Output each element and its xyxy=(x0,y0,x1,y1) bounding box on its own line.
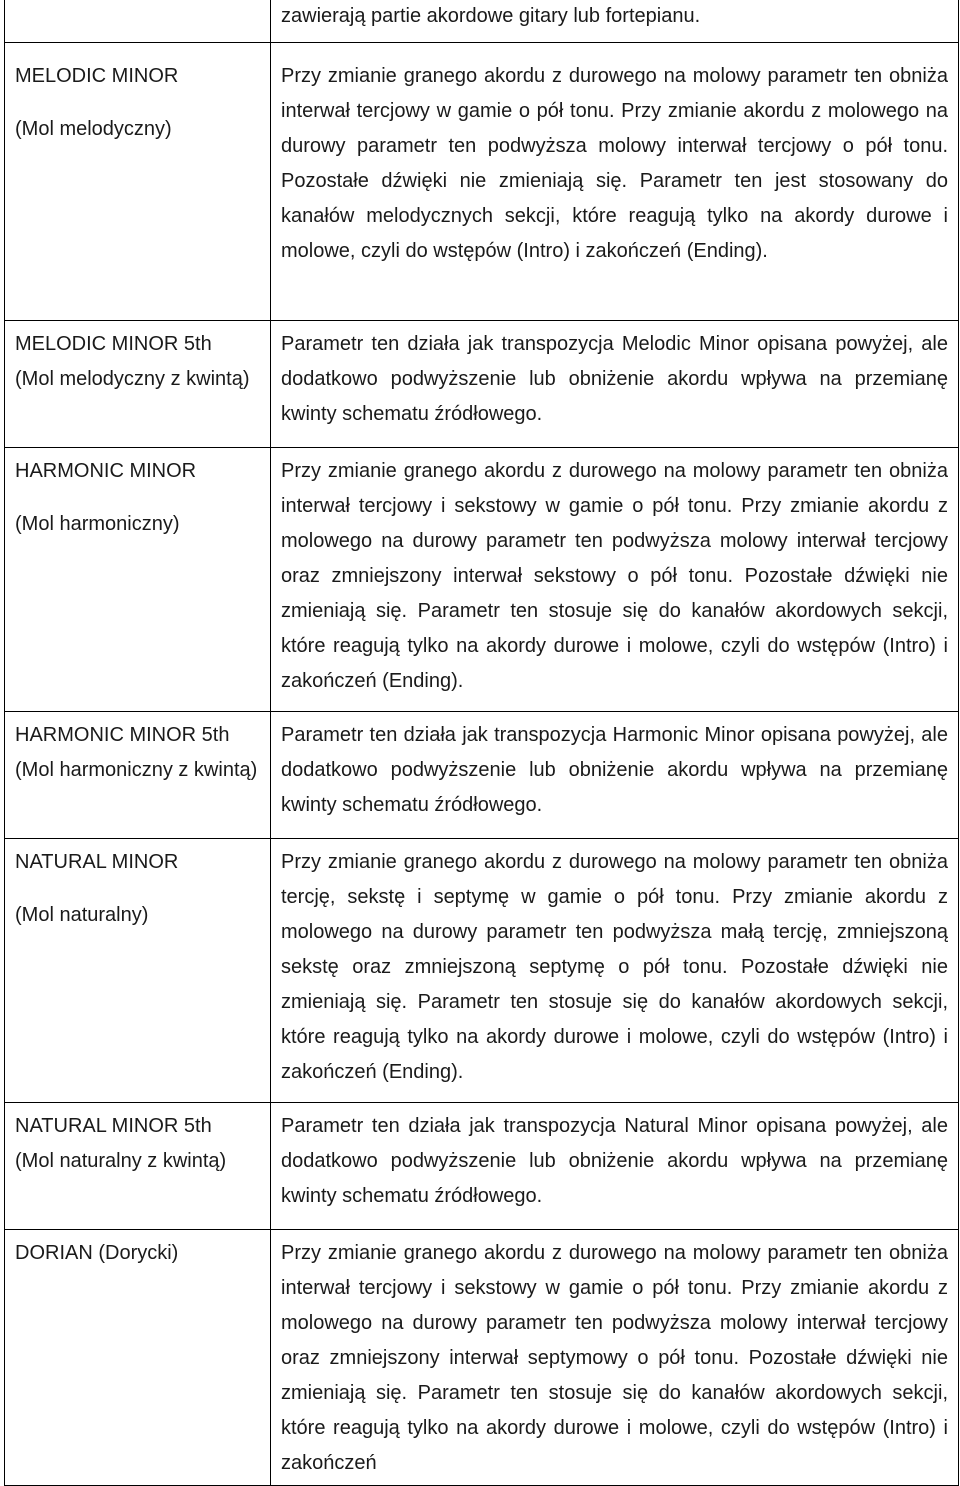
description-cell xyxy=(271,712,959,839)
description-text: Parametr ten działa jak transpozycja Natural Minor opisana powyżej, ale dodatkowo podwyższenie lub obniżenie akordu wpływa na przemianę kwinty schematu źródłowego. xyxy=(281,1115,948,1207)
description-cell xyxy=(271,839,959,1103)
table-row xyxy=(5,712,959,839)
term-name: MELODIC MINOR 5th xyxy=(15,333,212,355)
description-text: Przy zmianie granego akordu z durowego na molowy parametr ten obniża interwał tercjowy i sekstowy w gamie o pół tonu. Przy zmianie akordu z molowego na durowy parametr ten podwyższa molowy interwał tercjowy oraz zmniejszony interwał septymowy o pół tonu. Pozostałe dźwięki nie zmieniają się. Parametr ten stosuje się do kanałów akordowych sekcji, które reagują tylko na akordy durowe i molowe, czyli do wstępów (Intro) i zakończeń xyxy=(281,1242,948,1474)
term-cell xyxy=(5,321,271,448)
description-text: zawierają partie akordowe gitary lub fortepianu. xyxy=(281,5,701,27)
description-text: Parametr ten działa jak transpozycja Melodic Minor opisana powyżej, ale dodatkowo podwyższenie lub obniżenie akordu wpływa na przemianę kwinty schematu źródłowego. xyxy=(281,333,948,425)
description-cell xyxy=(271,1230,959,1486)
table-row xyxy=(5,839,959,1103)
table-row xyxy=(5,0,959,43)
term-cell xyxy=(5,0,271,43)
term-name: NATURAL MINOR 5th xyxy=(15,1115,212,1137)
description-text: Przy zmianie granego akordu z durowego na molowy parametr ten obniża interwał tercjowy w gamie o pół tonu. Przy zmianie akordu z molowego na durowy parametr ten podwyższa molowy interwał tercjowy o pół tonu. Pozostałe dźwięki nie zmieniają się. Parametr ten jest stosowany do kanałów melodycznych sekcji, które reagują tylko na akordy durowe i molowe, czyli do wstępów (Intro) i zakończeń (Ending). xyxy=(281,65,948,262)
term-subtitle: (Mol harmoniczny z kwintą) xyxy=(15,759,258,781)
term-name: DORIAN (Dorycki) xyxy=(15,1242,179,1264)
term-name: HARMONIC MINOR xyxy=(15,460,197,482)
table-row xyxy=(5,1230,959,1486)
term-cell xyxy=(5,43,271,321)
description-cell xyxy=(271,43,959,321)
description-text: Parametr ten działa jak transpozycja Harmonic Minor opisana powyżej, ale dodatkowo podwyższenie lub obniżenie akordu wpływa na przemianę kwinty schematu źródłowego. xyxy=(281,724,948,816)
term-cell xyxy=(5,448,271,712)
term-cell xyxy=(5,712,271,839)
table-row xyxy=(5,321,959,448)
term-subtitle: (Mol harmoniczny) xyxy=(15,513,180,535)
description-cell xyxy=(271,448,959,712)
description-text: Przy zmianie granego akordu z durowego na molowy parametr ten obniża interwał tercjowy i sekstowy w gamie o pół tonu. Przy zmianie akordu z molowego na durowy parametr ten podwyższa molowy interwał tercjowy oraz zmniejszony interwał sekstowy o pół tonu. Pozostałe dźwięki nie zmieniają się. Parametr ten stosuje się do kanałów akordowych sekcji, które reagują tylko na akordy durowe i molowe, czyli do wstępów (Intro) i zakończeń (Ending). xyxy=(281,460,948,692)
term-name: MELODIC MINOR xyxy=(15,65,179,87)
table-row xyxy=(5,1103,959,1230)
term-subtitle: (Mol naturalny z kwintą) xyxy=(15,1150,227,1172)
term-subtitle: (Mol melodyczny z kwintą) xyxy=(15,368,250,390)
transposition-table xyxy=(4,0,959,1486)
term-cell xyxy=(5,1103,271,1230)
term-subtitle: (Mol melodyczny) xyxy=(15,118,172,140)
table-row xyxy=(5,448,959,712)
term-cell xyxy=(5,839,271,1103)
description-cell xyxy=(271,0,959,43)
term-name: HARMONIC MINOR 5th xyxy=(15,724,230,746)
description-cell xyxy=(271,1103,959,1230)
description-text: Przy zmianie granego akordu z durowego na molowy parametr ten obniża tercję, sekstę i septymę w gamie o pół tonu. Przy zmianie akordu z molowego na durowy parametr ten podwyższa małą tercję, zmniejszoną sekstę oraz zmniejszoną septymę o pół tonu. Pozostałe dźwięki nie zmieniają się. Parametr ten stosuje się do kanałów akordowych sekcji, które reagują tylko na akordy durowe i molowe, czyli do wstępów (Intro) i zakończeń (Ending). xyxy=(281,851,948,1083)
table-row xyxy=(5,43,959,321)
term-subtitle: (Mol naturalny) xyxy=(15,904,149,926)
term-cell xyxy=(5,1230,271,1486)
description-cell xyxy=(271,321,959,448)
term-name: NATURAL MINOR xyxy=(15,851,179,873)
